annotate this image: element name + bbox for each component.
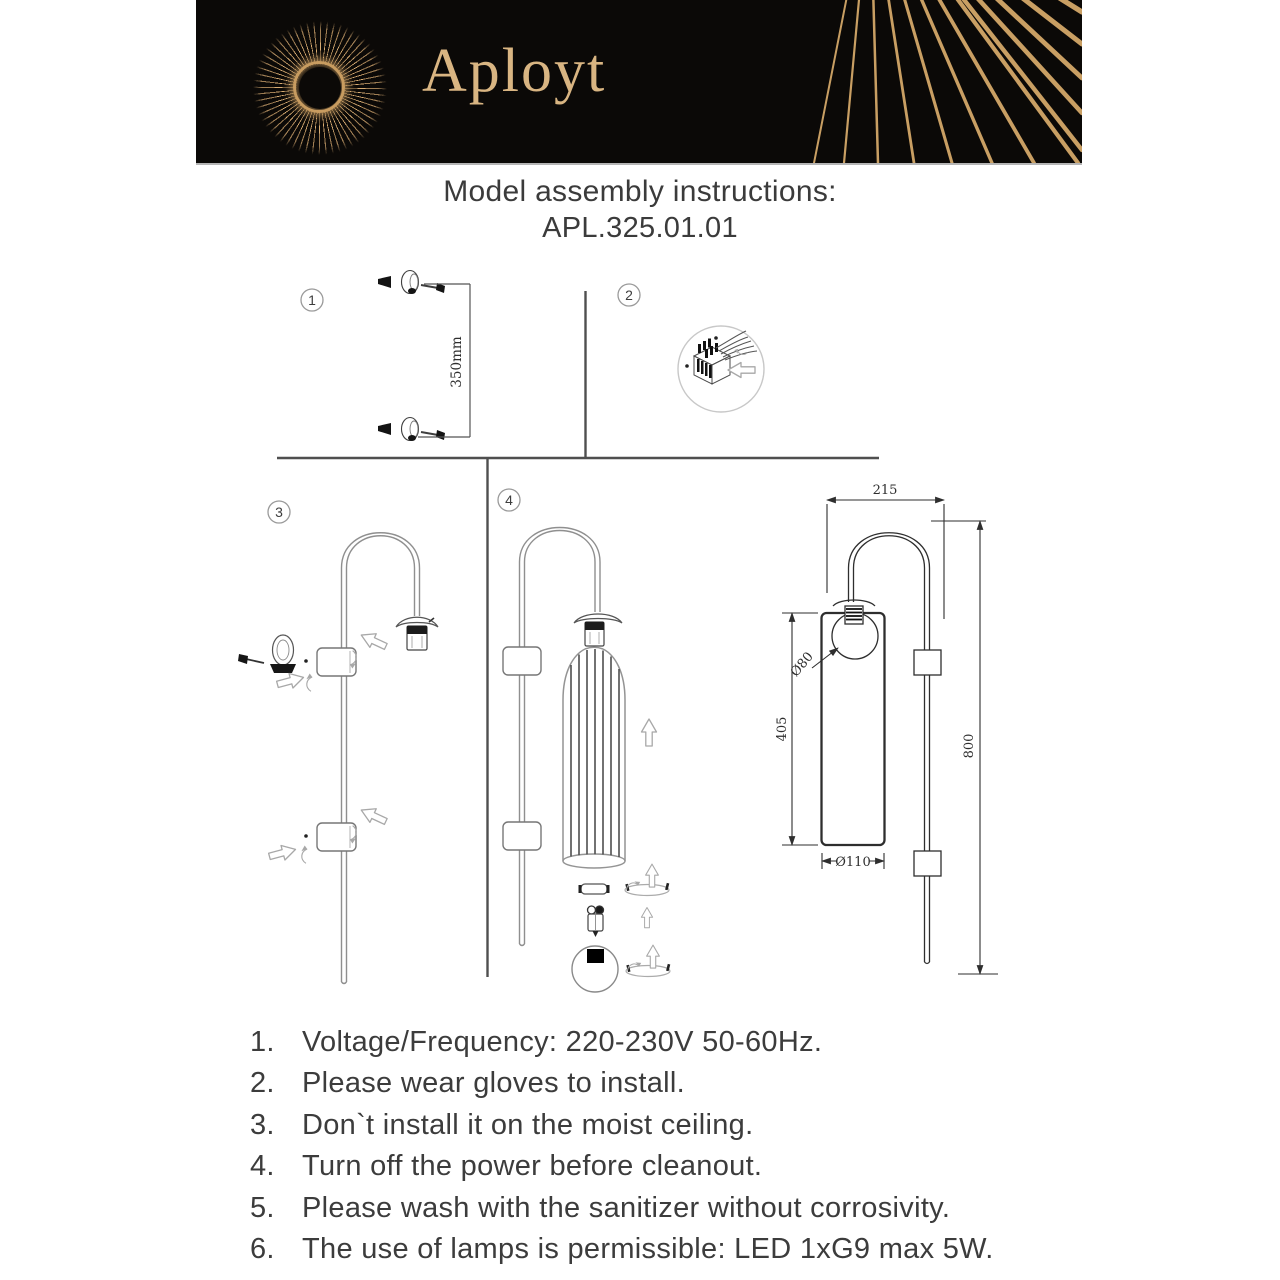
title-heading: Model assembly instructions: (443, 175, 837, 208)
instruction-text: The use of lamps is permissible: LED 1xG9 max 5W. (302, 1233, 994, 1266)
instruction-number: 5. (250, 1191, 275, 1224)
step1-label (301, 289, 323, 311)
page-title (0, 173, 1280, 246)
step-labels (268, 284, 640, 523)
svg-text:Ø80: Ø80 (787, 649, 817, 680)
retaining-ring-icon (579, 884, 610, 894)
up-arrow-icon (642, 719, 657, 746)
dimension-350mm (418, 284, 470, 437)
instruction-text: Please wear gloves to install. (302, 1067, 685, 1100)
screw-dot (685, 364, 689, 368)
step3-label (268, 501, 290, 523)
dim-800 (931, 521, 998, 974)
socket-canopy-icon (574, 614, 622, 646)
dim-215 (827, 483, 944, 619)
instruction-number: 3. (250, 1108, 275, 1141)
instruction-item (250, 1022, 1080, 1063)
upper-bracket (503, 647, 541, 675)
lower-bracket (503, 822, 541, 850)
step2-label (618, 284, 640, 306)
instruction-number: 4. (250, 1150, 275, 1183)
instructions-list (250, 1022, 1080, 1270)
twist-lift-upper (625, 864, 669, 895)
svg-text:350mm: 350mm (449, 336, 465, 388)
dimension-drawing (775, 483, 998, 974)
svg-text:800: 800 (962, 733, 977, 759)
push-arrow-icon (268, 842, 298, 863)
svg-text:2: 2 (625, 287, 633, 303)
up-arrow-icon (641, 908, 652, 928)
assembly-diagram (180, 258, 1100, 1018)
sunburst-logo-icon (248, 16, 392, 160)
step4-drawing (503, 528, 670, 993)
instruction-item (250, 1063, 1080, 1104)
instruction-number: 6. (250, 1233, 275, 1266)
model-number: APL.325.01.01 (542, 212, 738, 244)
instruction-item (250, 1146, 1080, 1187)
rod-icon (342, 533, 420, 984)
step3-drawing (238, 533, 438, 984)
svg-text:215: 215 (872, 483, 898, 498)
svg-text:3: 3 (275, 504, 283, 520)
rotate-arrow-icon (300, 845, 307, 863)
instruction-number: 1. (250, 1026, 275, 1058)
instruction-item (250, 1105, 1080, 1146)
dim-110 (822, 852, 884, 870)
rod-icon (520, 528, 601, 946)
socket-canopy-icon (396, 617, 438, 650)
instruction-item (250, 1229, 1080, 1270)
dim-405 (775, 613, 818, 845)
lower-bracket (268, 803, 389, 863)
corner-rays-icon (782, 0, 1082, 163)
svg-text:1: 1 (308, 292, 316, 308)
instruction-text: Don`t install it on the moist ceiling. (302, 1108, 754, 1141)
upper-bracket (238, 628, 389, 691)
step4-label (498, 489, 520, 511)
brand-banner (196, 0, 1082, 165)
sunburst-center (299, 67, 341, 109)
wall-anchor-top-icon (378, 271, 445, 295)
step2-drawing (678, 326, 764, 412)
instruction-text: Voltage/Frequency: 220-230V 50-60Hz. (302, 1026, 823, 1058)
dim-ball (788, 648, 838, 680)
twist-lift-lower (626, 945, 670, 976)
socket-hatched (845, 606, 863, 624)
instruction-text: Please wash with the sanitizer without corrosivity. (302, 1191, 951, 1224)
svg-text:405: 405 (775, 716, 790, 742)
push-arrow-icon (358, 628, 389, 653)
ribbed-shade-icon (563, 647, 625, 868)
lamp-outline (822, 533, 942, 964)
instruction-item (250, 1188, 1080, 1229)
push-arrow-icon (728, 363, 755, 378)
screw-dot (714, 336, 718, 340)
push-arrow-icon (358, 803, 389, 828)
step1-drawing (378, 271, 470, 442)
svg-text:4: 4 (505, 492, 513, 508)
base-cap-icon (572, 946, 618, 992)
rotate-arrow-icon (305, 673, 312, 691)
terminal-block-icon (694, 339, 730, 385)
instruction-number: 2. (250, 1067, 275, 1100)
lower-bracket (914, 851, 941, 876)
upper-bracket (914, 650, 941, 675)
g9-bulb-icon (588, 906, 604, 937)
push-arrow-icon (276, 670, 306, 691)
instruction-text: Turn off the power before cleanout. (302, 1150, 763, 1183)
svg-text:Ø110: Ø110 (835, 855, 871, 870)
brand-name: Aployt (422, 37, 607, 105)
